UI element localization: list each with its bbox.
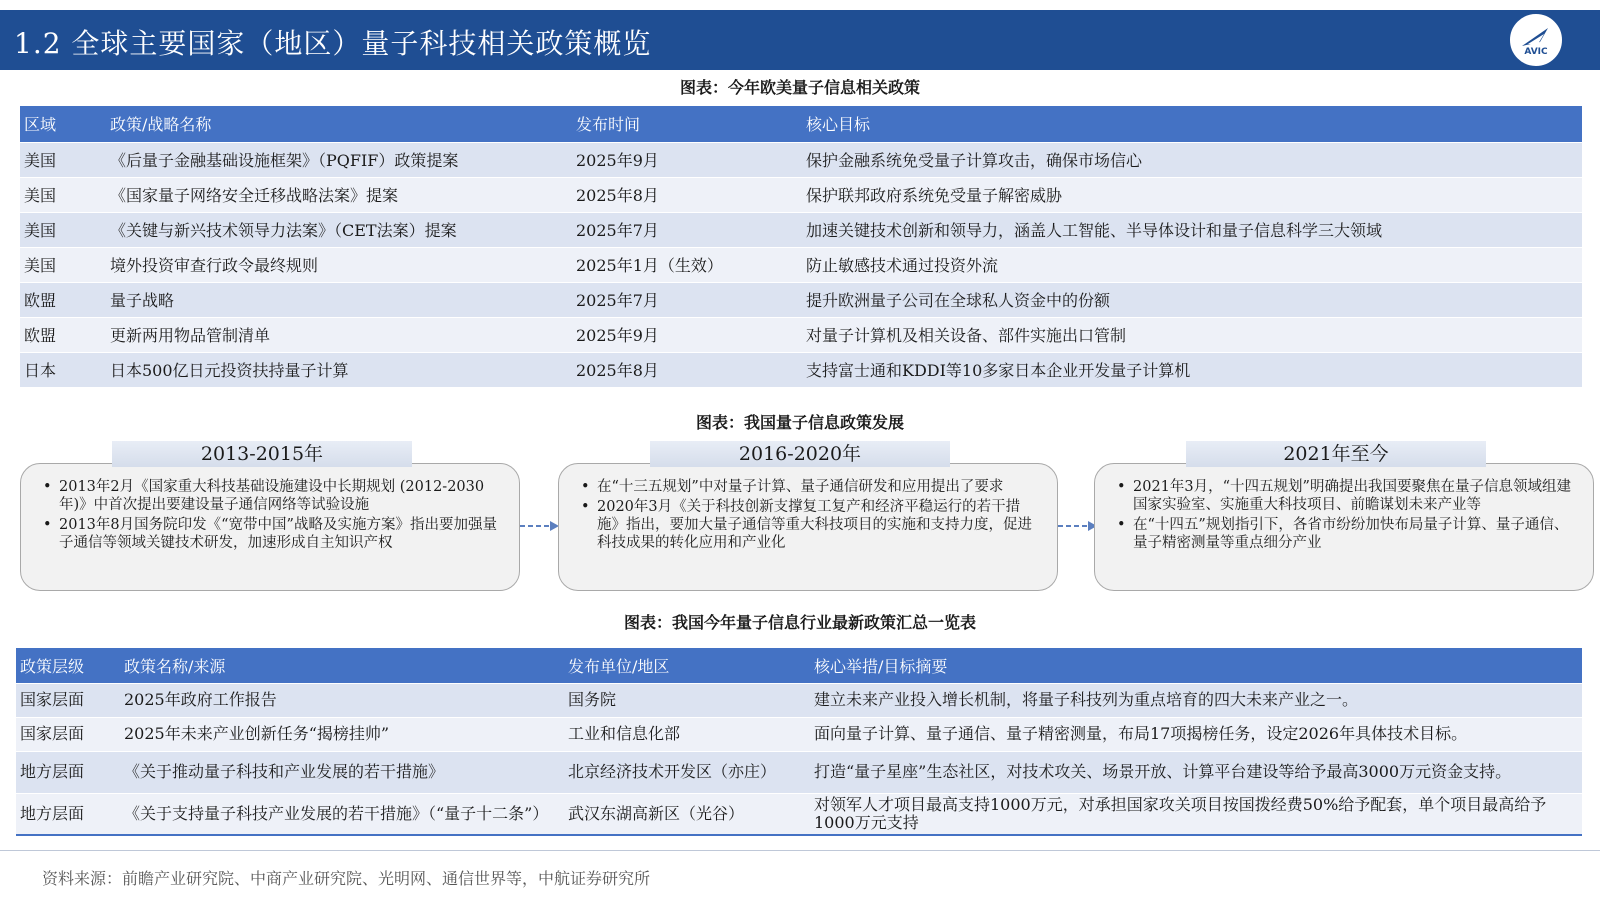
footer-divider	[0, 850, 1600, 851]
col-header-region: 区域	[20, 106, 106, 142]
header-bar	[0, 10, 1600, 70]
phase-box-2013-2015	[20, 463, 520, 591]
phase-item: • 2013年8月国务院印发《“宽带中国”战略及实施方案》指出要加强量子通信等领域关键技术研发，加速形成自主知识产权	[37, 516, 503, 552]
phase-box-2016-2020	[558, 463, 1058, 591]
timeline-caption: 图表：我国量子信息政策发展	[695, 413, 904, 432]
cell-policy: 《关于推动量子科技和产业发展的若干措施》	[120, 751, 564, 793]
phase-item: • 在“十三五规划”中对量子计算、量子通信研发和应用提出了要求	[575, 478, 1041, 496]
cell-region: 日本	[20, 352, 106, 387]
cell-policy: 《后量子金融基础设施框架》（PQFIF）政策提案	[106, 142, 572, 177]
cell-goal: 保护联邦政府系统免受量子解密威胁	[802, 177, 1582, 212]
cell-policy: 2025年未来产业创新任务“揭榜挂帅”	[120, 717, 564, 751]
phase-item: • 2013年2月《国家重大科技基础设施建设中长期规划 (2012-2030年)》中首次提出要建设量子通信网络等试验设施	[37, 478, 503, 514]
cell-measures: 面向量子计算、量子通信、量子精密测量，布局17项揭榜任务，设定2026年具体技术目标。	[810, 717, 1582, 751]
cell-date: 2025年9月	[572, 317, 802, 352]
cell-level: 国家层面	[16, 683, 120, 717]
cell-policy: 量子战略	[106, 282, 572, 317]
col-header-policy-name: 政策/战略名称	[106, 106, 572, 142]
cell-policy: 日本500亿日元投资扶持量子计算	[106, 352, 572, 387]
table1-caption: 图表：今年欧美量子信息相关政策	[679, 78, 920, 97]
table-row	[20, 282, 1582, 317]
table2-caption: 图表：我国今年量子信息行业最新政策汇总一览表	[623, 613, 976, 632]
cell-region: 美国	[20, 177, 106, 212]
cell-region: 美国	[20, 212, 106, 247]
table-header-row	[16, 648, 1582, 683]
cell-date: 2025年7月	[572, 212, 802, 247]
table-row	[20, 317, 1582, 352]
cell-measures: 对领军人才项目最高支持1000万元，对承担国家攻关项目按国拨经费50%给予配套，单个项目最高给予1000万元支持	[810, 793, 1582, 835]
cell-goal: 保护金融系统免受量子计算攻击，确保市场信心	[802, 142, 1582, 177]
cell-date: 2025年9月	[572, 142, 802, 177]
phase-label-2013-2015: 2013-2015年	[112, 441, 412, 467]
cell-date: 2025年7月	[572, 282, 802, 317]
cell-goal: 对量子计算机及相关设备、部件实施出口管制	[802, 317, 1582, 352]
cell-issuer: 国务院	[564, 683, 810, 717]
cell-issuer: 武汉东湖高新区（光谷）	[564, 793, 810, 835]
table-row	[16, 717, 1582, 751]
phase-item: • 2021年3月，“十四五规划”明确提出我国要聚焦在量子信息领域组建国家实验室、实施重大科技项目、前瞻谋划未来产业等	[1111, 478, 1577, 514]
page-title: 1.2 全球主要国家（地区）量子科技相关政策概览	[14, 27, 652, 60]
europe-us-policy-table	[20, 106, 1582, 387]
cell-date: 2025年8月	[572, 177, 802, 212]
cell-level: 地方层面	[16, 793, 120, 835]
cell-goal: 加速关键技术创新和领导力，涵盖人工智能、半导体设计和量子信息科学三大领域	[802, 212, 1582, 247]
china-policy-summary-table	[16, 648, 1582, 836]
col-header-core-goal: 核心目标	[802, 106, 1582, 142]
cell-level: 地方层面	[16, 751, 120, 793]
cell-policy: 更新两用物品管制清单	[106, 317, 572, 352]
cell-region: 欧盟	[20, 282, 106, 317]
cell-goal: 提升欧洲量子公司在全球私人资金中的份额	[802, 282, 1582, 317]
table-row	[20, 212, 1582, 247]
cell-measures: 打造“量子星座”生态社区，对技术攻关、场景开放、计算平台建设等给予最高3000万元资金支持。	[810, 751, 1582, 793]
cell-date: 2025年1月（生效）	[572, 247, 802, 282]
source-note: 资料来源：前瞻产业研究院、中商产业研究院、光明网、通信世界等，中航证券研究所	[42, 869, 651, 888]
table-header-row	[20, 106, 1582, 142]
table-row	[20, 177, 1582, 212]
col-header-release-date: 发布时间	[572, 106, 802, 142]
arrow-right-icon	[520, 520, 560, 532]
cell-policy: 《国家量子网络安全迁移战略法案》提案	[106, 177, 572, 212]
cell-policy: 境外投资审查行政令最终规则	[106, 247, 572, 282]
cell-policy: 《关于支持量子科技产业发展的若干措施》（“量子十二条”）	[120, 793, 564, 835]
col-header-key-measures: 核心举措/目标摘要	[810, 648, 1582, 683]
table-row	[16, 683, 1582, 717]
cell-level: 国家层面	[16, 717, 120, 751]
phase-box-2021-present	[1094, 463, 1594, 591]
table-row	[16, 751, 1582, 793]
col-header-issuer: 发布单位/地区	[564, 648, 810, 683]
phase-item: • 在“十四五”规划指引下，各省市纷纷加快布局量子计算、量子通信、量子精密测量等重点细分产业	[1111, 516, 1577, 552]
table-row	[20, 352, 1582, 387]
arrow-right-icon	[1058, 520, 1098, 532]
cell-date: 2025年8月	[572, 352, 802, 387]
phase-item: • 2020年3月《关于科技创新支撑复工复产和经济平稳运行的若干措施》指出，要加大量子通信等重大科技项目的实施和支持力度，促进科技成果的转化应用和产业化	[575, 498, 1041, 552]
phase-label-2016-2020: 2016-2020年	[650, 441, 950, 467]
cell-region: 美国	[20, 247, 106, 282]
cell-issuer: 工业和信息化部	[564, 717, 810, 751]
cell-goal: 防止敏感技术通过投资外流	[802, 247, 1582, 282]
cell-issuer: 北京经济技术开发区（亦庄）	[564, 751, 810, 793]
phase-label-2021-present: 2021年至今	[1186, 441, 1486, 467]
col-header-policy-name: 政策名称/来源	[120, 648, 564, 683]
cell-policy: 2025年政府工作报告	[120, 683, 564, 717]
cell-goal: 支持富士通和KDDI等10多家日本企业开发量子计算机	[802, 352, 1582, 387]
table-row	[20, 142, 1582, 177]
cell-policy: 《关键与新兴技术领导力法案》（CET法案）提案	[106, 212, 572, 247]
cell-measures: 建立未来产业投入增长机制，将量子科技列为重点培育的四大未来产业之一。	[810, 683, 1582, 717]
avic-logo	[1508, 12, 1564, 68]
cell-region: 美国	[20, 142, 106, 177]
table-row	[16, 793, 1582, 835]
cell-region: 欧盟	[20, 317, 106, 352]
table-row	[20, 247, 1582, 282]
col-header-policy-level: 政策层级	[16, 648, 120, 683]
logo-text: AVIC	[1524, 47, 1548, 57]
